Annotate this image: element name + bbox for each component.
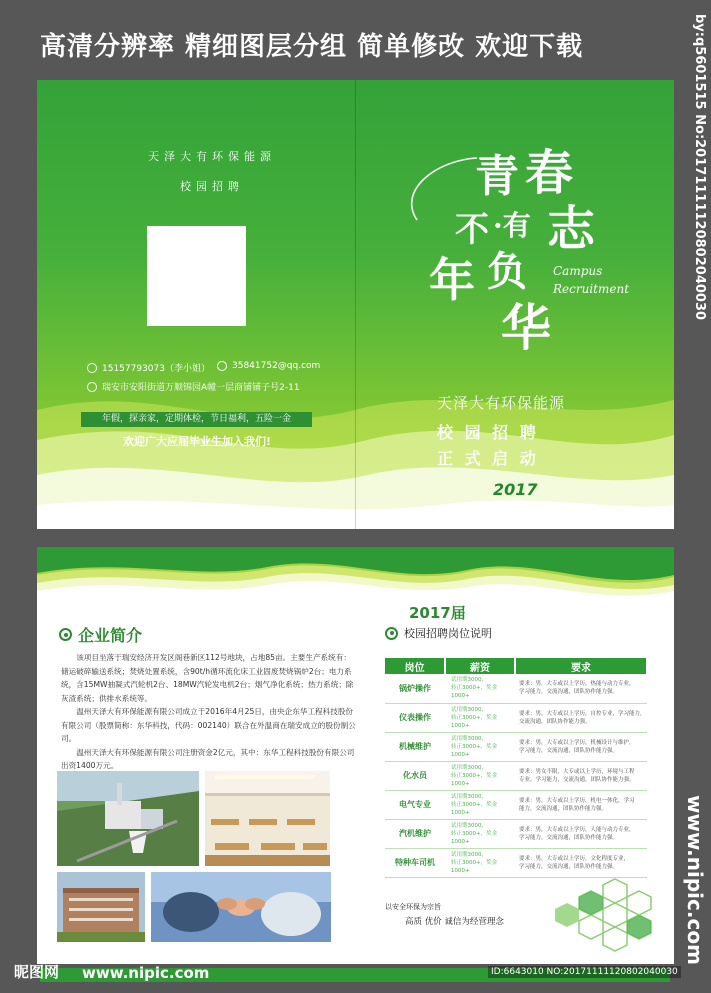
table-header-row [385, 658, 647, 674]
teamwork-hands-photo [151, 872, 331, 942]
table-row [385, 732, 647, 761]
cover-recruit-title: 校园招聘 [180, 180, 244, 193]
address-text: 瑞安市安阳街道万顺锦园A幢一层商铺铺子号2-11 [102, 383, 300, 393]
calligraphy-char: ·有 [493, 209, 531, 242]
job-salary-cell: 试用期3000， 转正3000+，奖金1000+ [445, 848, 515, 877]
intro-title: 企业简介 [78, 626, 143, 645]
cover-year: 2017 [493, 480, 538, 499]
benefits-bar: 年假，探亲家，定期体检，节日福利，五险一金 [81, 412, 312, 427]
calligraphy-char: 负 [487, 248, 527, 295]
calligraphy-char: 年 [429, 253, 475, 307]
jobs-subheading [385, 625, 492, 641]
calligraphy-char: 不 [455, 210, 489, 250]
phone-text: 15157793073（李小姐） [102, 364, 210, 374]
right-company-name: 天泽大有环保能源 [437, 394, 566, 412]
brochure-cover-spread [37, 80, 674, 529]
job-requirement-cell: 要求：男，大专或以上学历，人能与动力专业， 学习能力，交流沟通，团队协作能力强。 [515, 819, 647, 848]
job-requirement-cell: 要求：男，大专或以上学历，机电一体化，学习 能力，交流沟通，团队协作能力强。 [515, 790, 647, 819]
calligraphy-char: 志 [547, 201, 596, 257]
jobs-title: 校园招聘岗位说明 [404, 627, 492, 640]
table-row [385, 848, 647, 877]
job-name-cell: 锅炉操作 [385, 674, 445, 703]
job-name-cell: 特种车司机 [385, 848, 445, 877]
motto-line-2: 高质 优价 诚信为经营理念 [405, 917, 504, 927]
job-requirement-cell: 要求：男，大专或以上学历，文化程度专业， 学习能力，交流沟通，团队协作能力强。 [515, 848, 647, 877]
contact-address [87, 380, 300, 393]
job-salary-cell: 试用期3000， 转正3000+，奖金1000+ [445, 761, 515, 790]
table-row [385, 790, 647, 819]
col-header-salary: 薪资 [445, 658, 515, 674]
table-row [385, 703, 647, 732]
job-name-cell: 电气专业 [385, 790, 445, 819]
photo-placeholder [147, 226, 246, 326]
recruitment-text: Recruitment [553, 282, 630, 296]
job-salary-cell: 试用期3000， 转正3000+，奖金1000+ [445, 819, 515, 848]
job-requirement-cell: 要求：男，大专或以上学历，自控专业，学习能力， 交流沟通，团队协作能力强。 [515, 703, 647, 732]
plant-aerial-photo [57, 771, 199, 866]
canteen-photo [205, 771, 330, 866]
calligraphy-char: 春 [525, 145, 574, 201]
col-header-requirement: 要求 [515, 658, 647, 674]
jobs-year-heading: 2017届 [409, 604, 466, 622]
table-row [385, 674, 647, 703]
intro-heading [59, 623, 142, 646]
contact-phone [87, 361, 210, 374]
job-salary-cell: 试用期3000， 转正3000+，奖金1000+ [445, 790, 515, 819]
job-salary-cell: 试用期3000， 转正3000+，奖金1000+ [445, 674, 515, 703]
table-row [385, 819, 647, 848]
right-recruit-line: 校 园 招 聘 [437, 423, 539, 442]
calligraphy-char: 华 [501, 298, 551, 357]
fold-line [355, 80, 356, 529]
job-requirement-cell: 要求：男，大专或以上学历，热能与动力专业， 学习能力，交流沟通，团队协作能力强。 [515, 674, 647, 703]
nipic-url: www.nipic.com [82, 964, 210, 982]
motto-line-1: 以安全环保为宗旨 [385, 903, 441, 911]
intro-paragraph: 温州天泽大有环保能源有限公司注册资金2亿元，其中：东华工程科技股份有限公司出资1400万元。 [61, 747, 355, 770]
image-id-text: ID:6643010 NO:20171111120802040030 [488, 966, 681, 978]
company-intro [61, 651, 357, 773]
vertical-id-text: by:q5601515 No:20171111120802040030 [692, 14, 707, 321]
campus-text: Campus [553, 264, 603, 278]
bullet-circle-icon [59, 628, 72, 641]
jobs-table [385, 658, 648, 878]
job-requirement-cell: 要求：男，大专或以上学历，机械设计与维护， 学习能力，交流沟通，团队协作能力强。 [515, 732, 647, 761]
job-salary-cell: 试用期3000， 转正3000+，奖金1000+ [445, 732, 515, 761]
intro-paragraph: 温州天泽大有环保能源有限公司成立于2016年4月25日，由央企东华工程科技股份有限公司（股票简称：东华科技，代码：002140）联合在外温商在瑞安成立的股份制公司。 [61, 707, 356, 743]
calligraphy-logo [421, 140, 661, 357]
job-salary-cell: 试用期3000， 转正3000+，奖金1000+ [445, 703, 515, 732]
location-pin-icon [87, 382, 97, 392]
job-name-cell: 仪表操作 [385, 703, 445, 732]
col-header-position: 岗位 [385, 658, 445, 674]
promo-banner: 高清分辨率 精细图层分组 简单修改 欢迎下载 [40, 32, 584, 62]
right-launch-line: 正 式 启 动 [437, 449, 539, 468]
contact-qq [217, 361, 320, 371]
hexagon-pattern-decoration [555, 877, 655, 952]
office-building-photo [57, 872, 145, 942]
brochure-inside-spread [37, 547, 674, 964]
job-requirement-cell: 要求：男女不限，大专或以上学历，环境与工程 专业，学习能力，交流沟通，团队协作能力强。 [515, 761, 647, 790]
job-name-cell: 机械维护 [385, 732, 445, 761]
intro-paragraph: 该项目坐落于瑞安经济开发区阁巷新区112号地块，占地85亩。主要生产系统有：储运破碎输送系统；焚烧处置系统，含90t/h循环流化床工业固废焚烧锅炉2台；电力系统，含15MW抽凝式汽轮机2台、18MW汽轮发电机2台；烟气净化系统；热力系统；除灰渣系统；供排水系统等。 [61, 653, 354, 703]
bullet-circle-icon [385, 627, 398, 640]
job-name-cell: 汽机维护 [385, 819, 445, 848]
job-name-cell: 化水员 [385, 761, 445, 790]
welcome-text: 欢迎广大应届毕业生加入我们! [122, 435, 271, 448]
qq-text: 35841752@qq.com [232, 361, 321, 371]
qq-icon [217, 361, 227, 371]
nipic-logo: 昵图网 [14, 963, 60, 981]
phone-icon [87, 363, 97, 373]
cover-company-name: 天泽大有环保能源 [148, 150, 276, 163]
calligraphy-char: 青 [475, 151, 519, 202]
table-row [385, 761, 647, 790]
inside-top-wave [37, 547, 674, 607]
vertical-site-text: www.nipic.com [683, 795, 707, 965]
